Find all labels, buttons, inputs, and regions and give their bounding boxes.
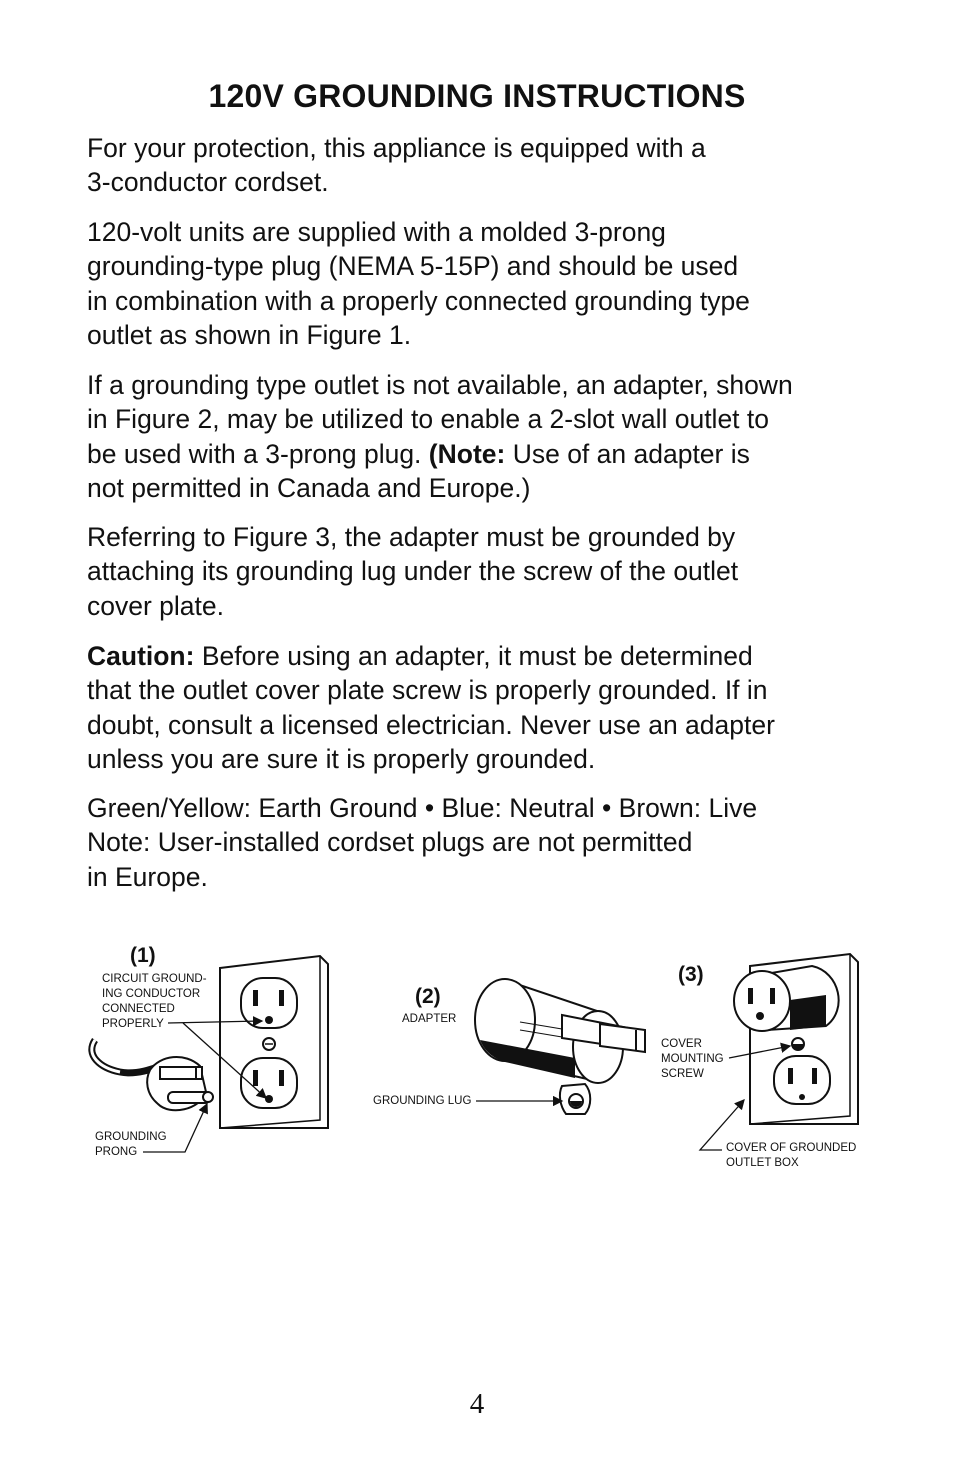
label-prong-line2: PRONG — [95, 1146, 138, 1158]
paragraph-figure3 — [87, 520, 877, 623]
caution-label: Caution: — [87, 641, 195, 671]
text-line: attaching its grounding lug under the screw of the outlet — [87, 556, 739, 587]
wall-outlet-3 — [734, 954, 858, 1124]
text-line: Use of an adapter is — [505, 438, 750, 469]
paragraph-wire-colors — [87, 791, 877, 894]
figure-1 — [92, 944, 328, 1158]
label-circuit-line4: PROPERLY — [102, 1018, 164, 1030]
label-screw-line2: MOUNTING — [661, 1053, 724, 1065]
text-line: Before using an adapter, it must be determined — [194, 641, 753, 671]
text-line: in Figure 2, may be utilized to enable a 2-slot wall outlet to — [87, 404, 770, 435]
paragraph-caution — [87, 639, 877, 776]
text-line: 120-volt units are supplied with a molded 3-prong — [87, 217, 666, 247]
text-line: that the outlet cover plate screw is properly grounded. If in — [87, 675, 768, 706]
paragraph-adapter — [87, 368, 877, 505]
figure-1-number: (1) — [130, 944, 156, 967]
text-line: Green/Yellow: Earth Ground • Blue: Neutral • Brown: Live — [87, 793, 758, 823]
figure-2 — [373, 979, 645, 1114]
label-circuit-line1: CIRCUIT GROUND- — [102, 973, 207, 985]
text-line: 3-conductor cordset. — [87, 167, 329, 198]
text-line: unless you are sure it is properly grounded. — [87, 743, 596, 774]
text-line: grounding-type plug (NEMA 5-15P) and should be used — [87, 251, 739, 282]
page-number: 4 — [469, 1388, 485, 1420]
text-line: doubt, consult a licensed electrician. Never use an adapter — [87, 709, 775, 740]
text-line: be used with a 3-prong plug. — [87, 438, 429, 469]
text-line: cover plate. — [87, 590, 224, 621]
figure-3-number: (3) — [678, 963, 704, 986]
paragraph-plug — [87, 215, 877, 352]
label-adapter: ADAPTER — [402, 1013, 457, 1025]
paragraph-cordset — [87, 131, 877, 200]
label-circuit-line3: CONNECTED — [102, 1003, 175, 1015]
grounding-figures — [0, 930, 954, 1180]
label-screw-line1: COVER — [661, 1038, 702, 1050]
figure-2-number: (2) — [415, 985, 441, 1008]
wall-outlet-1 — [220, 956, 328, 1128]
figure-3 — [661, 954, 858, 1169]
label-circuit-line2: ING CONDUCTOR — [102, 988, 201, 1000]
text-line: Note: User-installed cordset plugs are not permitted — [87, 827, 693, 858]
note-label: (Note: — [428, 438, 506, 469]
text-line: in combination with a properly connected grounding type — [87, 285, 750, 316]
text-line: in Europe. — [87, 861, 208, 892]
text-line: not permitted in Canada and Europe.) — [87, 472, 531, 503]
page-title: 120V GROUNDING INSTRUCTIONS — [208, 78, 746, 114]
label-box-line1: COVER OF GROUNDED — [726, 1142, 857, 1154]
text-line: outlet as shown in Figure 1. — [87, 319, 412, 350]
text-line: For your protection, this appliance is equipped with a — [87, 133, 706, 163]
label-prong-line1: GROUNDING — [95, 1131, 167, 1143]
three-prong-plug — [92, 1040, 213, 1110]
text-line: Referring to Figure 3, the adapter must be grounded by — [87, 522, 736, 552]
adapter-illustration — [475, 979, 645, 1114]
label-screw-line3: SCREW — [661, 1068, 704, 1080]
label-box-line2: OUTLET BOX — [726, 1157, 799, 1169]
label-grounding-lug: GROUNDING LUG — [373, 1095, 472, 1107]
text-line: If a grounding type outlet is not available, an adapter, shown — [87, 370, 793, 400]
